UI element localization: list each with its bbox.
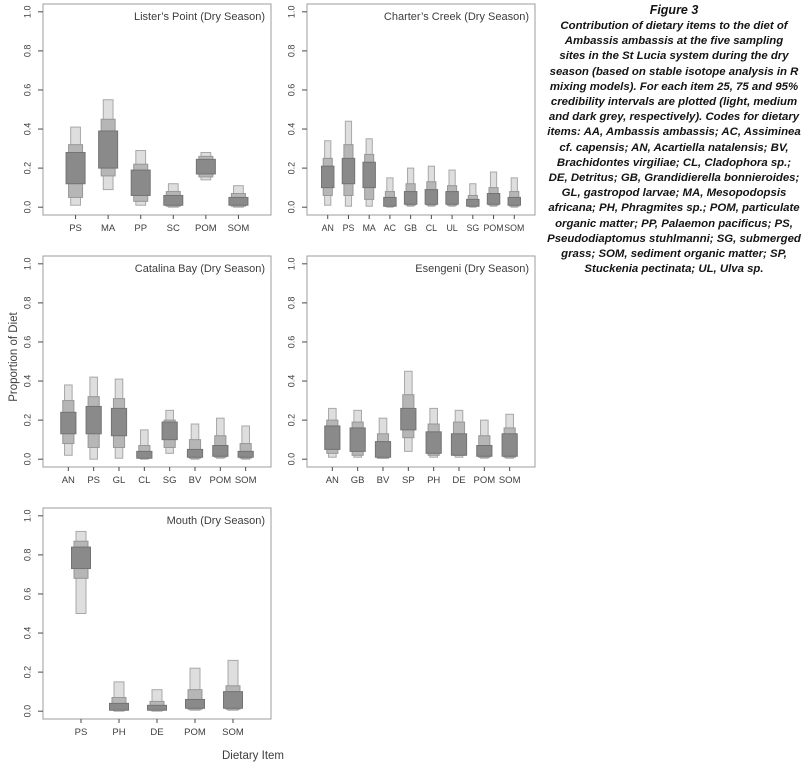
y-tick-label: 0.4: [286, 374, 297, 388]
caption-line: GL, gastropod larvae; MA, Mesopodopsis: [561, 187, 787, 200]
panel-title: Charter’s Creek (Dry Season): [383, 11, 529, 23]
category-label: PS: [342, 223, 355, 233]
y-tick-label: 0.8: [22, 44, 33, 58]
ci25-bar: [451, 434, 466, 455]
panel-plot: [0, 252, 280, 504]
ci25-bar: [72, 547, 91, 568]
panel-plot: [264, 252, 544, 504]
category-label: PS: [69, 223, 82, 234]
category-label: MA: [101, 223, 116, 234]
ci25-bar: [99, 131, 118, 168]
chart-panel-listers-point: [0, 0, 280, 252]
caption-line: Stuckenia pectinata; UL, Ulva sp.: [584, 263, 764, 276]
y-axis-label: Proportion of Diet: [8, 312, 20, 402]
ci25-bar: [322, 166, 334, 187]
figure-caption-title: Figure 3: [649, 3, 699, 17]
y-tick-label: 1.0: [22, 509, 33, 523]
caption-line: cf. capensis; AN, Acartiella natalensis; BV,: [559, 141, 789, 154]
category-label: BV: [188, 475, 202, 486]
category-label: SC: [166, 223, 180, 234]
category-label: SOM: [504, 223, 525, 233]
category-label: AN: [61, 475, 75, 486]
category-label: AN: [321, 223, 334, 233]
panel-title: Esengeni (Dry Season): [415, 263, 529, 275]
ci25-bar: [238, 451, 253, 457]
caption-line: credibility intervals are plotted (light, medium: [550, 96, 798, 109]
chart-panel-mouth: [0, 504, 280, 756]
category-label: POM: [209, 475, 232, 486]
y-tick-label: 1.0: [286, 257, 297, 271]
y-tick-label: 0.4: [22, 626, 33, 640]
ci25-bar: [350, 428, 365, 451]
category-label: POM: [483, 223, 504, 233]
y-tick-label: 0.0: [22, 704, 33, 718]
y-tick-label: 0.8: [22, 548, 33, 562]
ci25-bar: [425, 190, 437, 205]
caption-line: Ambassis ambassis at the five sampling: [564, 35, 784, 48]
caption-line: africana; PH, Phragmites sp.; POM, particulate: [548, 202, 800, 215]
ci25-bar: [196, 159, 215, 174]
ci25-bar: [487, 194, 499, 205]
chart-panel-esengeni: [264, 252, 544, 504]
y-tick-label: 0.8: [286, 296, 297, 310]
ci25-bar: [110, 703, 129, 710]
category-label: UL: [446, 223, 458, 233]
category-label: PS: [87, 475, 101, 486]
caption-line: season (based on stable isotope analysis in R: [549, 65, 799, 78]
ci25-bar: [404, 192, 416, 205]
ci25-bar: [446, 192, 458, 205]
chart-panel-catalina-bay: [0, 252, 280, 504]
panel-plot: [0, 504, 280, 756]
category-label: SG: [466, 223, 480, 233]
y-tick-label: 0.4: [22, 374, 33, 388]
caption-line: Brachidontes virgiliae; CL, Cladophora sp.;: [556, 156, 792, 169]
y-tick-label: 0.2: [286, 413, 297, 427]
ci25-bar: [187, 449, 202, 457]
y-tick-label: 0.6: [22, 83, 33, 97]
ci25-bar: [467, 199, 479, 206]
ci25-bar: [224, 692, 243, 709]
y-tick-label: 0.6: [22, 587, 33, 601]
category-label: PP: [134, 223, 148, 234]
ci25-bar: [213, 446, 228, 457]
caption-line: and dark grey, respectively). Codes for dietary: [548, 111, 800, 124]
category-label: AC: [383, 223, 397, 233]
category-label: SOM: [234, 475, 257, 486]
plot-frame: [43, 256, 271, 467]
chart-panel-charters-creek: [264, 0, 544, 252]
y-tick-label: 0.2: [22, 413, 33, 427]
figure-caption-body: [536, 19, 812, 277]
panel-title: Lister’s Point (Dry Season): [133, 11, 265, 23]
y-tick-label: 1.0: [22, 5, 33, 19]
category-label: GB: [350, 475, 365, 486]
ci25-bar: [131, 170, 150, 195]
y-tick-label: 0.8: [286, 44, 297, 58]
caption-line: mixing models). For each item 25, 75 and 95%: [549, 80, 799, 93]
plot-frame: [307, 256, 535, 467]
y-tick-label: 0.6: [286, 83, 297, 97]
ci25-bar: [111, 408, 126, 435]
category-label: SG: [162, 475, 177, 486]
category-label: BV: [376, 475, 390, 486]
y-tick-label: 1.0: [286, 5, 297, 19]
ci25-bar: [375, 442, 390, 458]
ci25-bar: [508, 197, 520, 205]
ci25-bar: [66, 152, 85, 183]
ci25-bar: [401, 408, 416, 429]
caption-line: sites in the St Lucia system during the dry: [559, 50, 789, 63]
ci25-bar: [162, 422, 177, 440]
y-tick-label: 0.6: [286, 335, 297, 349]
y-tick-label: 0.4: [22, 122, 33, 136]
ci25-bar: [342, 158, 354, 183]
ci25-bar: [137, 451, 152, 458]
x-axis-label: Dietary Item: [222, 750, 284, 762]
category-label: SOM: [222, 727, 244, 738]
ci25-bar: [61, 412, 76, 433]
y-tick-label: 0.8: [22, 296, 33, 310]
ci25-bar: [426, 432, 441, 453]
category-label: POM: [473, 475, 496, 486]
ci25-bar: [148, 705, 167, 710]
category-label: AN: [325, 475, 339, 486]
caption-line: grass; SOM, sediment organic matter; SP,: [561, 248, 787, 261]
caption-line: Pseudodiaptomus stuhlmanni; SG, submerged: [547, 232, 801, 245]
category-label: SOM: [498, 475, 521, 486]
caption-line: Contribution of dietary items to the diet of: [560, 20, 788, 32]
category-label: GL: [112, 475, 126, 486]
category-label: PH: [112, 727, 126, 738]
y-tick-label: 0.0: [286, 200, 297, 214]
panel-title: Mouth (Dry Season): [166, 515, 265, 527]
ci25-bar: [164, 195, 183, 205]
figure-caption: [536, 3, 812, 277]
plot-frame: [307, 4, 535, 215]
category-label: CL: [138, 475, 151, 486]
ci25-bar: [502, 434, 517, 456]
y-tick-label: 0.4: [286, 122, 297, 136]
category-label: POM: [195, 223, 217, 234]
ci25-bar: [325, 426, 340, 449]
y-tick-label: 0.2: [22, 665, 33, 679]
category-label: CL: [425, 223, 437, 233]
y-tick-label: 1.0: [22, 257, 33, 271]
y-tick-label: 0.0: [22, 452, 33, 466]
ci25-bar: [86, 406, 101, 433]
panel-title: Catalina Bay (Dry Season): [134, 263, 265, 275]
ci25-bar: [186, 699, 205, 708]
category-label: POM: [184, 727, 206, 738]
y-tick-label: 0.6: [22, 335, 33, 349]
category-label: DE: [150, 727, 164, 738]
ci25-bar: [363, 162, 375, 187]
caption-line: organic matter; PP, Palaemon pacificus; PS,: [555, 217, 793, 230]
category-label: PS: [74, 727, 88, 738]
category-label: SP: [401, 475, 415, 486]
caption-line: items: AA, Ambassis ambassis; AC, Assiminea: [547, 126, 801, 139]
ci25-bar: [229, 197, 248, 205]
category-label: PH: [427, 475, 441, 486]
ci25-bar: [384, 197, 396, 206]
y-tick-label: 0.0: [286, 452, 297, 466]
category-label: SOM: [227, 223, 250, 234]
ci25-bar: [477, 446, 492, 457]
category-label: DE: [452, 475, 466, 486]
category-label: MA: [362, 223, 376, 233]
caption-line: DE, Detritus; GB, Grandidierella bonnieroides;: [548, 172, 800, 185]
panel-plot: [264, 0, 544, 252]
category-label: GB: [404, 223, 417, 233]
y-tick-label: 0.0: [22, 200, 33, 214]
y-tick-label: 0.2: [22, 161, 33, 175]
y-tick-label: 0.2: [286, 161, 297, 175]
panel-plot: [0, 0, 280, 252]
